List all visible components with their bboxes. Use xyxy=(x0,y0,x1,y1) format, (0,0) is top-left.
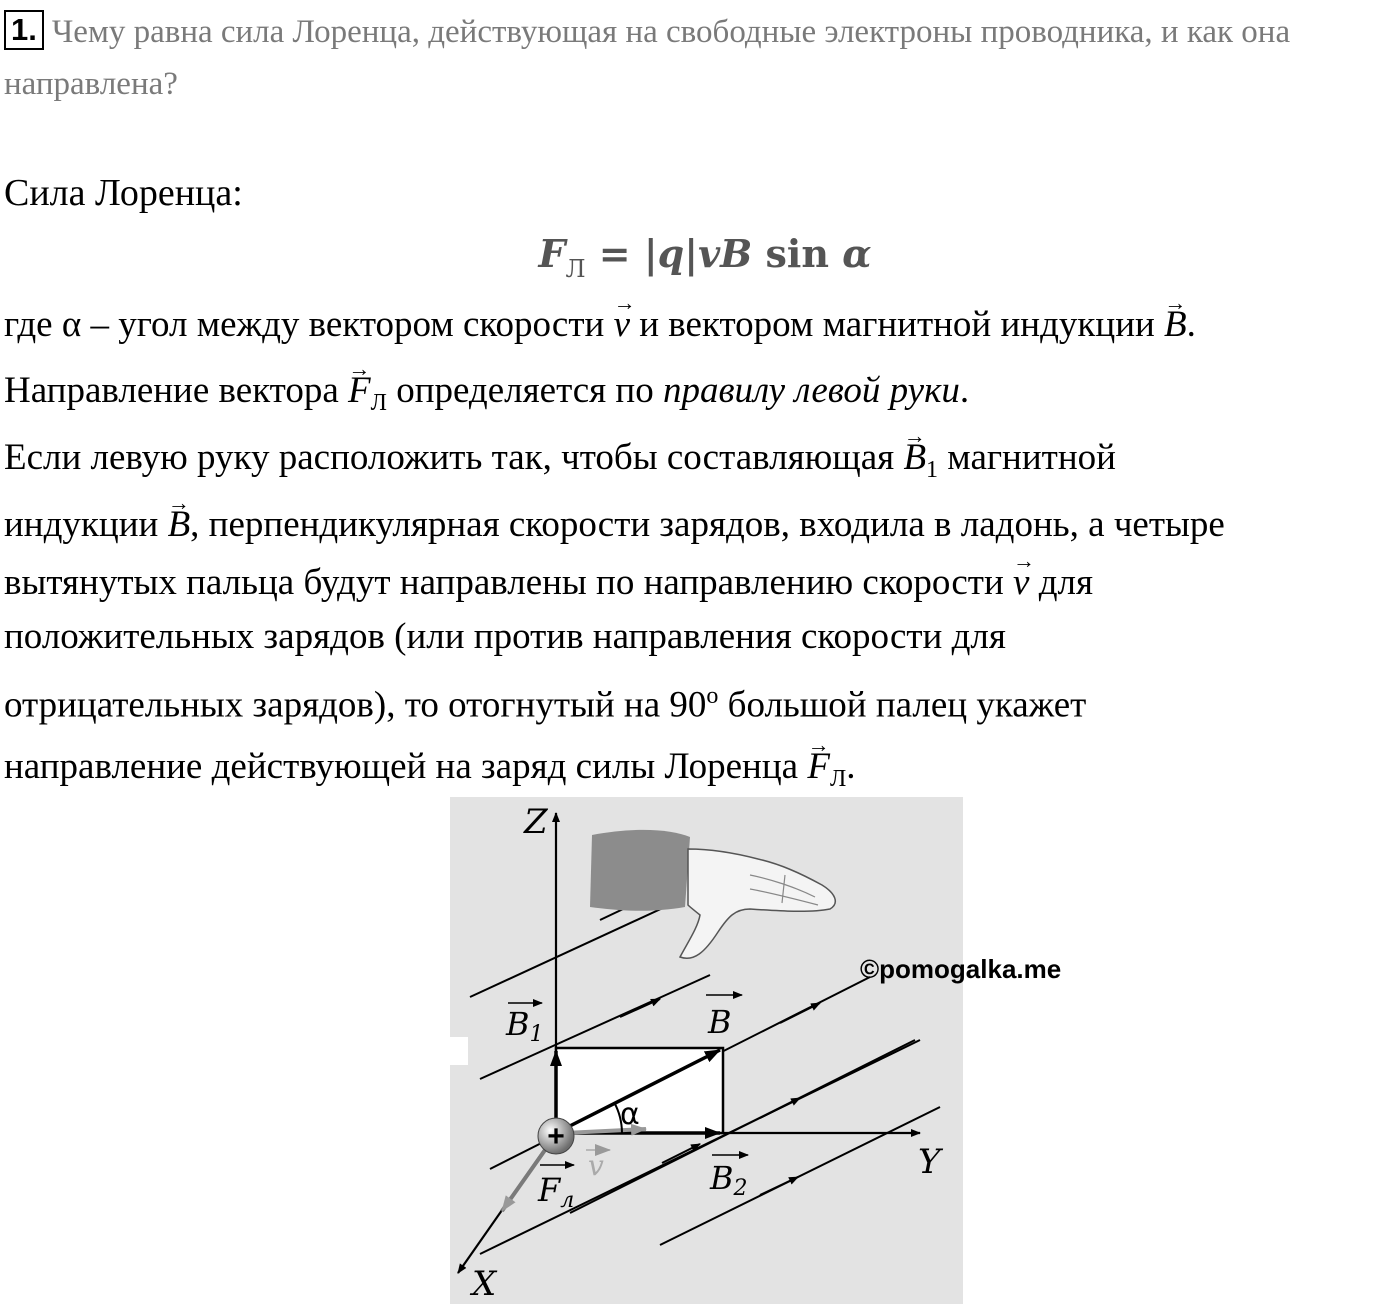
vector-b: → B xyxy=(1164,296,1187,350)
axis-x-label: X xyxy=(472,1264,497,1304)
text-line-3: Если левую руку расположить так, чтобы составляющая → $B_1$ магнитной xyxy=(4,429,1116,495)
left-hand-rule-figure xyxy=(450,797,963,1304)
vector-f: → F xyxy=(807,738,830,792)
label-b2: B2 xyxy=(710,1159,748,1201)
text-line-7: отрицательных зарядов), то отогнутый на 90$^o$ большой палец укажет xyxy=(4,683,1087,726)
label-b1: B1 xyxy=(506,1005,544,1047)
vector-v: → v xyxy=(1013,554,1029,608)
axis-z-label: Z xyxy=(524,802,548,842)
lorentz-formula: $F_Л = |q|vB$ sin α xyxy=(538,231,872,283)
vector-f: → F xyxy=(348,362,371,416)
vector-b: → B xyxy=(168,496,191,550)
question-number: 1. xyxy=(4,10,44,50)
text-line-5: вытянутых пальца будут направлены по направлению скорости → v для xyxy=(4,554,1093,608)
axis-y-label: Y xyxy=(918,1142,941,1182)
label-b: B xyxy=(708,1003,732,1041)
answer-heading: Сила Лоренца: xyxy=(4,172,243,214)
text-line-2: Направление вектора → $F_Л$ определяется по правилу левой руки. xyxy=(4,362,969,428)
text-line-6: положительных зарядов (или против направления скорости для xyxy=(4,616,1006,657)
text-line-8: направление действующей на заряд силы Лоренца → $F_Л$. xyxy=(4,738,855,804)
text-line-1: где α – угол между вектором скорости → v и вектором магнитной индукции → B. xyxy=(4,296,1196,350)
label-f: Fл xyxy=(538,1171,575,1213)
charge-sign: + xyxy=(547,1120,565,1153)
vector-b1: → B xyxy=(903,429,926,483)
vector-v: → v xyxy=(614,296,630,350)
left-hand-rule: правилу левой руки xyxy=(662,370,960,411)
label-alpha: α xyxy=(620,1097,640,1132)
label-v: v xyxy=(588,1149,604,1182)
text-line-4: индукции → B, перпендикулярная скорости зарядов, входила в ладонь, а четыре xyxy=(4,496,1225,550)
watermark: ©pomogalka.me xyxy=(860,954,1062,984)
question-text xyxy=(4,6,1394,110)
question-body: Чему равна сила Лоренца, действующая на свободные электроны проводника, и как она направлена? xyxy=(4,14,1291,102)
